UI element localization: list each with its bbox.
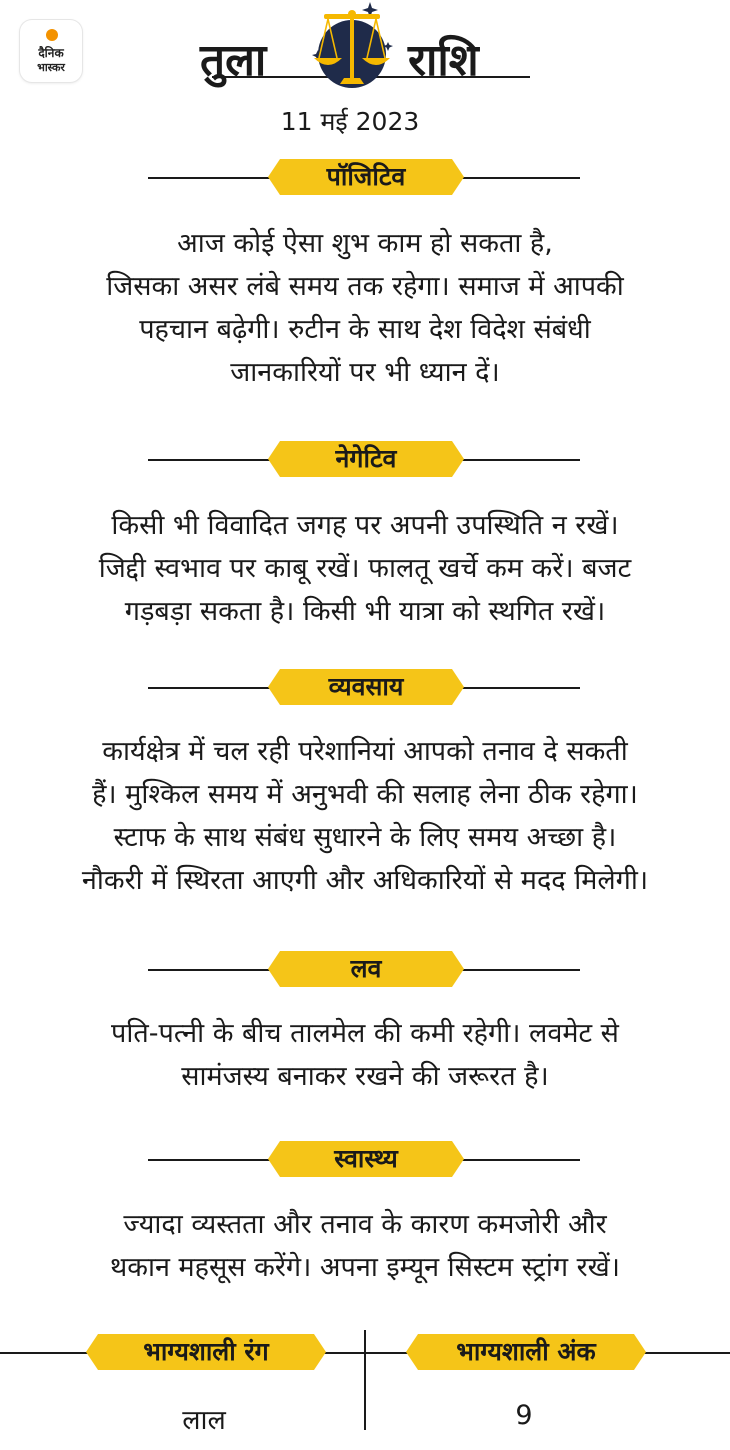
lucky-color-badge [84, 1332, 328, 1372]
logo-line1: दैनिक [38, 46, 64, 60]
text-line: हैं। मुश्किल समय में अनुभवी की सलाह लेना ठीक रहेगा। [92, 779, 638, 810]
lucky-color-value: लाल [182, 1405, 226, 1436]
section-heading: लव [350, 954, 382, 983]
section-badge-business [266, 667, 466, 707]
section-heading: पॉजिटिव [326, 162, 406, 191]
lucky-color-label: भाग्यशाली रंग [143, 1337, 269, 1366]
text-line: आज कोई ऐसा शुभ काम हो सकता है, [177, 228, 553, 259]
text-line: थकान महसूस करेंगे। अपना इम्यून सिस्टम स्ट्रांग रखें। [109, 1252, 621, 1283]
text-line: ज्यादा व्यस्तता और तनाव के कारण कमजोरी और [123, 1209, 607, 1240]
section-text-health [10, 1203, 720, 1289]
text-line: नौकरी में स्थिरता आएगी और अधिकारियों से मदद मिलेगी। [81, 865, 649, 896]
section-text-positive [10, 222, 720, 394]
text-line: किसी भी विवादित जगह पर अपनी उपस्थिति न रखें। [111, 510, 619, 541]
lucky-number-label: भाग्यशाली अंक [456, 1337, 596, 1366]
dainik-bhaskar-logo [20, 20, 82, 82]
text-line: पति-पत्नी के बीच तालमेल की कमी रहेगी। लवमेट से [111, 1018, 619, 1049]
text-line: जिसका असर लंबे समय तक रहेगा। समाज में आपकी [106, 271, 624, 302]
text-line: जानकारियों पर भी ध्यान दें। [230, 357, 500, 388]
text-line: गड़बड़ा सकता है। किसी भी यात्रा को स्थगित रखें। [124, 596, 606, 627]
text-line: कार्यक्षेत्र में चल रही परेशानियां आपको तनाव दे सकती [102, 736, 628, 767]
text-line: स्टाफ के साथ संबंध सुधारने के लिए समय अच्छा है। [113, 822, 617, 853]
section-text-negative [10, 504, 720, 633]
section-badge-positive [266, 157, 466, 197]
logo-line2: भास्कर [37, 61, 65, 74]
section-text-business [10, 730, 720, 902]
lucky-number-value: 9 [515, 1400, 533, 1431]
sun-dot-icon [46, 29, 58, 41]
lucky-number-badge [404, 1332, 648, 1372]
section-heading: स्वास्थ्य [334, 1144, 398, 1173]
section-badge-negative [266, 439, 466, 479]
title-tula: तुला [200, 35, 267, 86]
lucky-divider [364, 1330, 366, 1430]
section-heading: व्यवसाय [328, 672, 404, 701]
section-badge-love [266, 949, 466, 989]
date: 11 मई 2023 [280, 107, 420, 136]
text-line: जिद्दी स्वभाव पर काबू रखें। फालतू खर्चे कम करें। बजट [98, 553, 632, 584]
text-line: सामंजस्य बनाकर रखने की जरूरत है। [181, 1061, 549, 1092]
libra-scales-icon [302, 0, 402, 100]
section-heading: नेगेटिव [335, 444, 397, 473]
text-line: पहचान बढ़ेगी। रुटीन के साथ देश विदेश संबंधी [139, 314, 591, 345]
section-badge-health [266, 1139, 466, 1179]
title-rashi: राशि [408, 35, 479, 86]
section-text-love [10, 1012, 720, 1098]
